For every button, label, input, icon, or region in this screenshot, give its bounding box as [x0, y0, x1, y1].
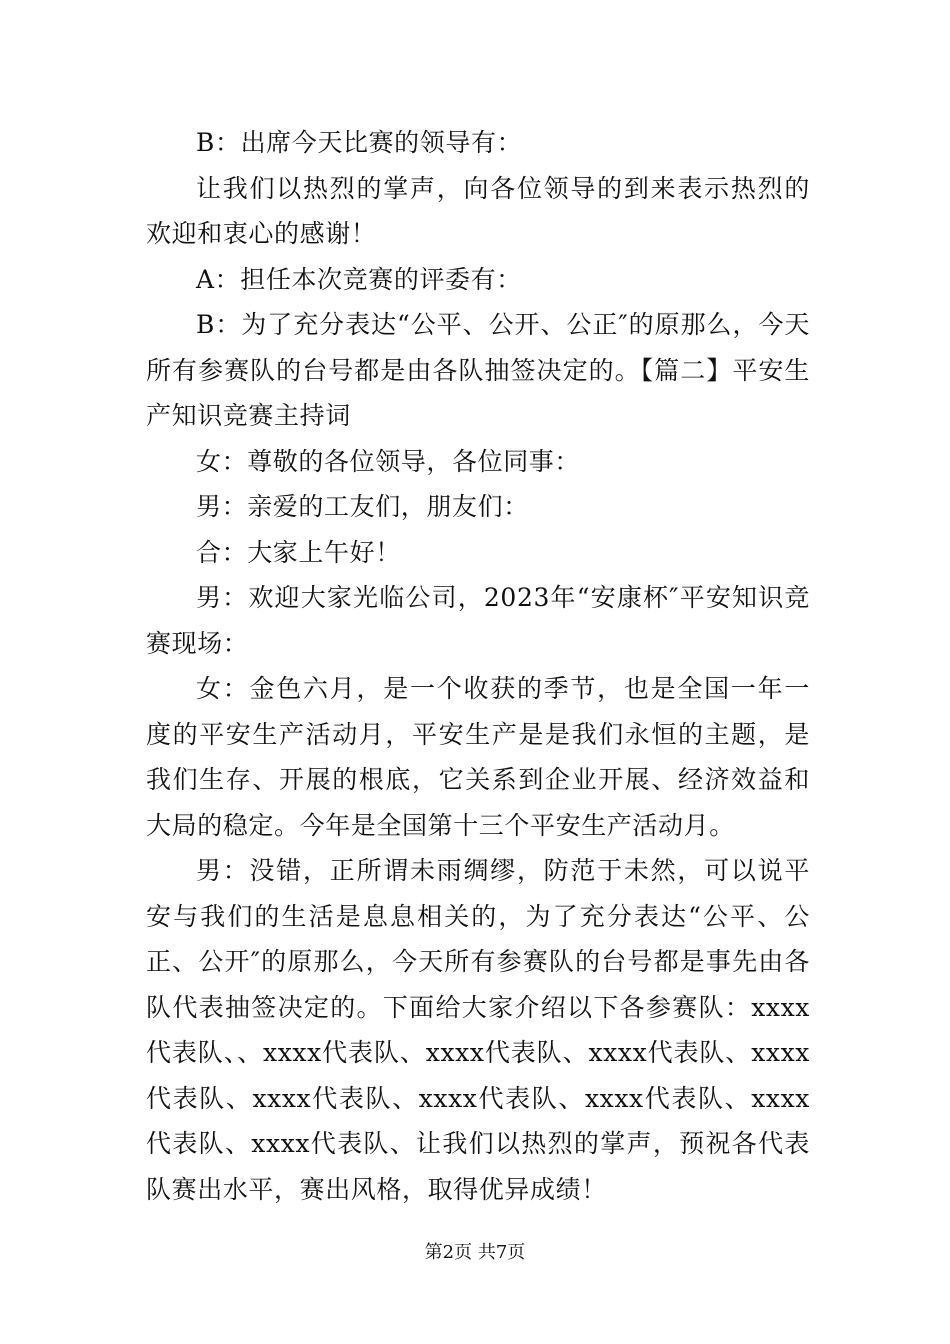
paragraph-10: 男：没错，正所谓未雨绸缪，防范于未然，可以说平安与我们的生活是息息相关的，为了充分表达“公平、公正、公开″的原那么，今天所有参赛队的台号都是事先由各队代表抽签决定的。下面给大家介绍以下各参赛队：xxxx代表队、、xxxx代表队、xxxx代表队、xxxx代表队、xxxx代表队、xxxx代表队、xxxx代表队、xxxx代表队、xxxx代表队、xxxx代表队、让我们以热烈的掌声，预祝各代表队赛出水平，赛出风格，取得优异成绩！ [146, 856, 810, 1204]
paragraph-3: A：担任本次竞赛的评委有： [196, 264, 522, 294]
paragraph-2: 让我们以热烈的掌声，向各位领导的到来表示热烈的欢迎和衷心的感谢！ [146, 173, 810, 248]
paragraph-9: 女：金色六月，是一个收获的季节，也是全国一年一度的平安生产活动月，平安生产是是我们永恒的主题，是我们生存、开展的根底，它关系到企业开展、经济效益和大局的稳定。今年是全国第十三个平安生产活动月。 [146, 674, 810, 840]
paragraph-1: B：出席今天比赛的领导有： [196, 128, 523, 157]
page-number-footer: 第2页 共7页 [424, 1242, 526, 1263]
paragraph-6: 男：亲爱的工友们，朋友们： [196, 492, 529, 521]
paragraph-7: 合：大家上午好！ [196, 537, 401, 567]
paragraph-8: 男：欢迎大家光临公司，2023年“安康杯″平安知识竞赛现场： [146, 583, 810, 658]
paragraph-5: 女：尊敬的各位领导，各位同事： [196, 446, 581, 476]
paragraph-4: B：为了充分表达“公平、公开、公正″的原那么，今天所有参赛队的台号都是由各队抽签决定的。【篇二】平安生产知识竞赛主持词 [146, 310, 810, 430]
document-body [146, 120, 810, 1212]
